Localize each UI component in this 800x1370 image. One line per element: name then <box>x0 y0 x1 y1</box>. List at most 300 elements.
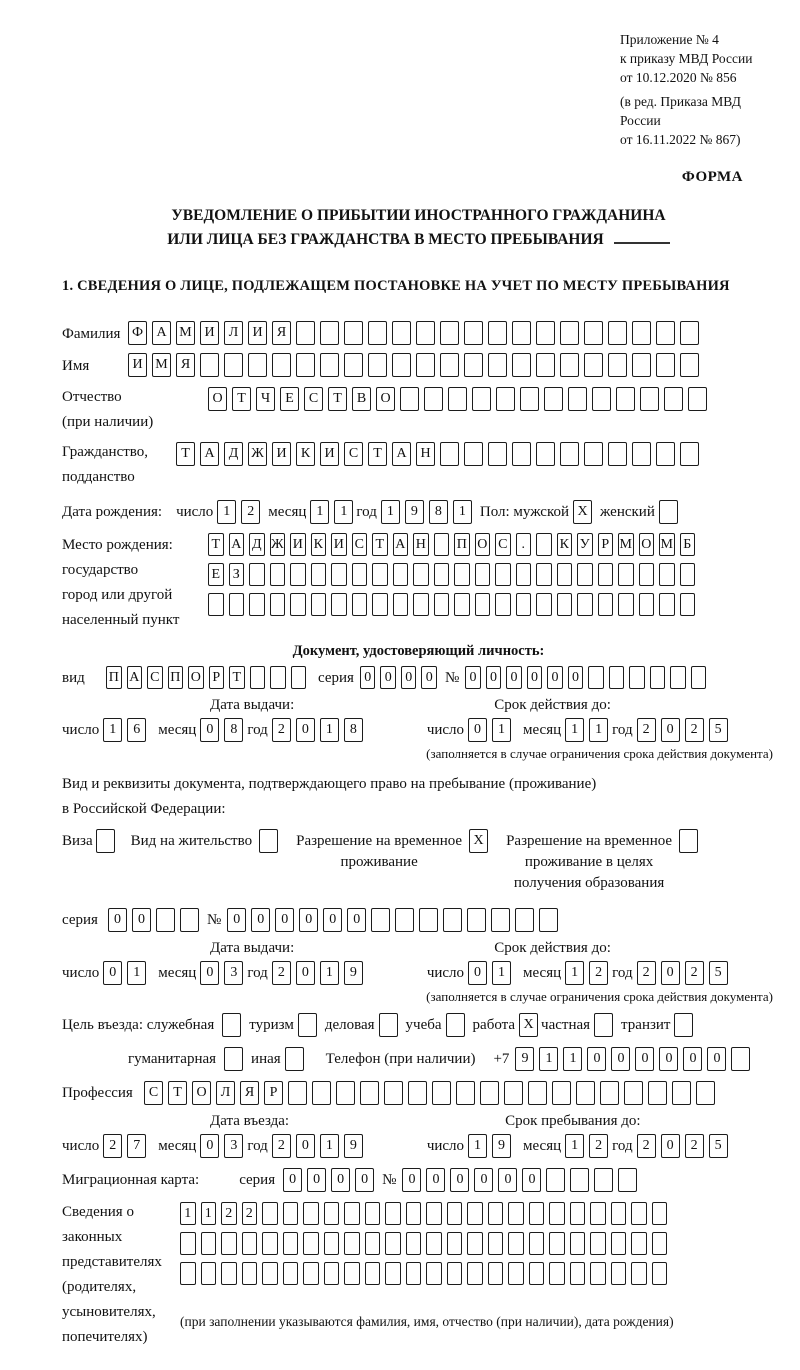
legal-reps-row1-input[interactable] <box>180 1202 674 1225</box>
char-box[interactable]: К <box>296 442 315 466</box>
char-box[interactable]: 0 <box>568 666 584 689</box>
char-box[interactable]: 9 <box>405 500 424 524</box>
char-box[interactable] <box>467 1202 483 1225</box>
char-box[interactable]: 2 <box>685 718 704 742</box>
char-box[interactable] <box>283 1202 299 1225</box>
char-box[interactable] <box>371 908 390 932</box>
entry-month-input[interactable] <box>200 1134 243 1158</box>
char-box[interactable] <box>674 1013 693 1037</box>
char-box[interactable] <box>259 829 278 853</box>
purpose-other-checkbox[interactable] <box>285 1047 304 1071</box>
char-box[interactable]: И <box>320 442 339 466</box>
char-box[interactable] <box>536 321 555 345</box>
doc-type-input[interactable] <box>106 666 306 689</box>
char-box[interactable] <box>608 321 627 345</box>
char-box[interactable] <box>536 442 555 466</box>
char-box[interactable]: 1 <box>381 500 400 524</box>
char-box[interactable]: 0 <box>498 1168 517 1192</box>
char-box[interactable]: Т <box>232 387 251 411</box>
char-box[interactable] <box>557 593 573 616</box>
char-box[interactable] <box>488 1202 504 1225</box>
char-box[interactable] <box>516 593 532 616</box>
char-box[interactable] <box>270 563 286 586</box>
char-box[interactable] <box>250 666 266 689</box>
char-box[interactable] <box>488 1232 504 1255</box>
surname-input[interactable] <box>128 321 699 345</box>
char-box[interactable] <box>454 593 470 616</box>
doc-valid-year-input[interactable] <box>637 718 728 742</box>
char-box[interactable] <box>156 908 175 932</box>
doc-valid-month-input[interactable] <box>565 718 608 742</box>
char-box[interactable] <box>496 387 515 411</box>
char-box[interactable] <box>283 1232 299 1255</box>
char-box[interactable]: М <box>618 533 634 556</box>
char-box[interactable] <box>229 593 245 616</box>
char-box[interactable]: Ч <box>256 387 275 411</box>
char-box[interactable]: 1 <box>310 500 329 524</box>
char-box[interactable]: Л <box>224 321 243 345</box>
char-box[interactable] <box>320 353 339 377</box>
char-box[interactable]: А <box>229 533 245 556</box>
char-box[interactable] <box>467 908 486 932</box>
char-box[interactable] <box>443 908 462 932</box>
char-box[interactable] <box>618 593 634 616</box>
char-box[interactable]: Р <box>264 1081 283 1105</box>
char-box[interactable] <box>594 1013 613 1037</box>
char-box[interactable]: С <box>352 533 368 556</box>
char-box[interactable]: Т <box>168 1081 187 1105</box>
char-box[interactable] <box>488 442 507 466</box>
char-box[interactable] <box>659 563 675 586</box>
char-box[interactable] <box>385 1262 401 1285</box>
visa-checkbox[interactable] <box>96 829 115 853</box>
char-box[interactable] <box>691 666 707 689</box>
char-box[interactable]: 0 <box>307 1168 326 1192</box>
char-box[interactable] <box>652 1232 668 1255</box>
sex-female-checkbox[interactable] <box>659 500 678 524</box>
char-box[interactable] <box>472 387 491 411</box>
char-box[interactable] <box>504 1081 523 1105</box>
char-box[interactable]: 0 <box>547 666 563 689</box>
char-box[interactable]: 2 <box>685 961 704 985</box>
char-box[interactable]: 9 <box>344 961 363 985</box>
char-box[interactable]: 0 <box>355 1168 374 1192</box>
birth-day-input[interactable] <box>217 500 260 524</box>
char-box[interactable] <box>360 1081 379 1105</box>
char-box[interactable]: 1 <box>217 500 236 524</box>
char-box[interactable]: 9 <box>515 1047 534 1071</box>
char-box[interactable] <box>288 1081 307 1105</box>
mc-series-input[interactable] <box>283 1168 374 1192</box>
birth-place-row1-input[interactable] <box>208 533 695 556</box>
permit-valid-year-input[interactable] <box>637 961 728 985</box>
char-box[interactable] <box>221 1232 237 1255</box>
char-box[interactable] <box>242 1262 258 1285</box>
char-box[interactable]: 0 <box>251 908 270 932</box>
purpose-official-checkbox[interactable] <box>222 1013 241 1037</box>
char-box[interactable]: 1 <box>565 961 584 985</box>
given-name-input[interactable] <box>128 353 699 377</box>
char-box[interactable] <box>454 563 470 586</box>
char-box[interactable]: 0 <box>296 961 315 985</box>
char-box[interactable]: З <box>229 563 245 586</box>
char-box[interactable] <box>616 387 635 411</box>
profession-input[interactable] <box>144 1081 715 1105</box>
char-box[interactable]: П <box>106 666 122 689</box>
doc-valid-day-input[interactable] <box>468 718 511 742</box>
char-box[interactable] <box>688 387 707 411</box>
char-box[interactable] <box>592 387 611 411</box>
char-box[interactable]: 2 <box>272 718 291 742</box>
char-box[interactable] <box>512 321 531 345</box>
char-box[interactable]: 1 <box>589 718 608 742</box>
char-box[interactable] <box>546 1168 565 1192</box>
purpose-private-checkbox[interactable] <box>594 1013 613 1037</box>
char-box[interactable] <box>549 1232 565 1255</box>
char-box[interactable] <box>608 442 627 466</box>
char-box[interactable] <box>656 442 675 466</box>
char-box[interactable]: А <box>392 442 411 466</box>
char-box[interactable] <box>447 1202 463 1225</box>
permit-number-input[interactable] <box>227 908 558 932</box>
char-box[interactable]: 0 <box>380 666 396 689</box>
char-box[interactable]: О <box>475 533 491 556</box>
char-box[interactable] <box>631 1262 647 1285</box>
char-box[interactable] <box>406 1262 422 1285</box>
char-box[interactable] <box>424 387 443 411</box>
permit-valid-month-input[interactable] <box>565 961 608 985</box>
char-box[interactable]: 0 <box>200 961 219 985</box>
char-box[interactable] <box>249 563 265 586</box>
char-box[interactable] <box>379 1013 398 1037</box>
char-box[interactable]: 2 <box>637 1134 656 1158</box>
char-box[interactable] <box>344 321 363 345</box>
char-box[interactable]: Ж <box>248 442 267 466</box>
char-box[interactable] <box>200 353 219 377</box>
birth-place-row2-input[interactable] <box>208 563 695 586</box>
char-box[interactable] <box>590 1232 606 1255</box>
char-box[interactable] <box>180 908 199 932</box>
char-box[interactable]: 0 <box>468 718 487 742</box>
char-box[interactable]: Т <box>229 666 245 689</box>
char-box[interactable] <box>544 387 563 411</box>
char-box[interactable] <box>600 1081 619 1105</box>
char-box[interactable] <box>242 1232 258 1255</box>
char-box[interactable] <box>475 593 491 616</box>
char-box[interactable]: 1 <box>103 718 122 742</box>
char-box[interactable] <box>426 1202 442 1225</box>
char-box[interactable]: И <box>290 533 306 556</box>
char-box[interactable]: А <box>152 321 171 345</box>
char-box[interactable] <box>303 1202 319 1225</box>
char-box[interactable] <box>365 1232 381 1255</box>
char-box[interactable] <box>568 387 587 411</box>
sex-male-checkbox[interactable] <box>573 500 592 524</box>
char-box[interactable]: 5 <box>709 961 728 985</box>
stay-month-input[interactable] <box>565 1134 608 1158</box>
char-box[interactable] <box>731 1047 750 1071</box>
char-box[interactable] <box>557 563 573 586</box>
char-box[interactable]: 2 <box>272 1134 291 1158</box>
char-box[interactable]: С <box>495 533 511 556</box>
char-box[interactable] <box>303 1232 319 1255</box>
char-box[interactable] <box>180 1262 196 1285</box>
char-box[interactable] <box>536 353 555 377</box>
char-box[interactable]: 0 <box>421 666 437 689</box>
char-box[interactable] <box>512 442 531 466</box>
char-box[interactable] <box>336 1081 355 1105</box>
char-box[interactable] <box>508 1262 524 1285</box>
char-box[interactable] <box>652 1202 668 1225</box>
char-box[interactable] <box>201 1262 217 1285</box>
char-box[interactable] <box>311 563 327 586</box>
char-box[interactable] <box>331 563 347 586</box>
char-box[interactable] <box>618 1168 637 1192</box>
char-box[interactable]: 8 <box>429 500 448 524</box>
char-box[interactable] <box>648 1081 667 1105</box>
char-box[interactable]: М <box>659 533 675 556</box>
char-box[interactable]: С <box>344 442 363 466</box>
char-box[interactable] <box>331 593 347 616</box>
char-box[interactable]: 1 <box>334 500 353 524</box>
char-box[interactable] <box>639 563 655 586</box>
char-box[interactable] <box>515 908 534 932</box>
char-box[interactable] <box>560 442 579 466</box>
char-box[interactable] <box>598 593 614 616</box>
char-box[interactable] <box>577 563 593 586</box>
char-box[interactable] <box>590 1202 606 1225</box>
char-box[interactable]: Я <box>240 1081 259 1105</box>
char-box[interactable]: 0 <box>707 1047 726 1071</box>
char-box[interactable] <box>456 1081 475 1105</box>
char-box[interactable]: 2 <box>221 1202 237 1225</box>
char-box[interactable]: 1 <box>201 1202 217 1225</box>
char-box[interactable] <box>249 593 265 616</box>
char-box[interactable] <box>201 1232 217 1255</box>
char-box[interactable] <box>508 1232 524 1255</box>
char-box[interactable]: Я <box>176 353 195 377</box>
char-box[interactable] <box>416 321 435 345</box>
char-box[interactable] <box>434 533 450 556</box>
entry-year-input[interactable] <box>272 1134 363 1158</box>
char-box[interactable] <box>96 829 115 853</box>
char-box[interactable]: Д <box>249 533 265 556</box>
char-box[interactable]: 0 <box>227 908 246 932</box>
char-box[interactable] <box>516 563 532 586</box>
char-box[interactable]: М <box>176 321 195 345</box>
char-box[interactable] <box>529 1262 545 1285</box>
char-box[interactable]: 0 <box>200 718 219 742</box>
char-box[interactable] <box>393 563 409 586</box>
char-box[interactable] <box>680 563 696 586</box>
char-box[interactable] <box>491 908 510 932</box>
char-box[interactable]: 0 <box>402 1168 421 1192</box>
patronymic-input[interactable] <box>208 387 707 411</box>
char-box[interactable]: 0 <box>683 1047 702 1071</box>
char-box[interactable]: А <box>200 442 219 466</box>
char-box[interactable] <box>631 1232 647 1255</box>
birth-place-row3-input[interactable] <box>208 593 695 616</box>
char-box[interactable] <box>324 1232 340 1255</box>
purpose-tourism-checkbox[interactable] <box>298 1013 317 1037</box>
char-box[interactable]: 1 <box>320 718 339 742</box>
char-box[interactable] <box>344 1262 360 1285</box>
char-box[interactable] <box>296 321 315 345</box>
char-box[interactable]: 0 <box>132 908 151 932</box>
char-box[interactable] <box>650 666 666 689</box>
char-box[interactable]: 0 <box>661 961 680 985</box>
char-box[interactable] <box>416 353 435 377</box>
char-box[interactable] <box>672 1081 691 1105</box>
char-box[interactable] <box>393 593 409 616</box>
char-box[interactable]: 0 <box>465 666 481 689</box>
char-box[interactable]: 1 <box>320 961 339 985</box>
char-box[interactable] <box>413 593 429 616</box>
char-box[interactable]: 0 <box>323 908 342 932</box>
char-box[interactable] <box>611 1202 627 1225</box>
char-box[interactable] <box>248 353 267 377</box>
char-box[interactable]: 1 <box>539 1047 558 1071</box>
purpose-study-checkbox[interactable] <box>446 1013 465 1037</box>
char-box[interactable] <box>406 1202 422 1225</box>
char-box[interactable]: 2 <box>103 1134 122 1158</box>
char-box[interactable] <box>448 387 467 411</box>
char-box[interactable] <box>549 1262 565 1285</box>
char-box[interactable]: Т <box>176 442 195 466</box>
char-box[interactable] <box>529 1202 545 1225</box>
char-box[interactable] <box>447 1232 463 1255</box>
char-box[interactable] <box>385 1232 401 1255</box>
char-box[interactable]: 9 <box>344 1134 363 1158</box>
char-box[interactable] <box>400 387 419 411</box>
char-box[interactable]: 7 <box>127 1134 146 1158</box>
char-box[interactable]: 3 <box>224 1134 243 1158</box>
char-box[interactable] <box>303 1262 319 1285</box>
char-box[interactable]: 1 <box>492 718 511 742</box>
char-box[interactable] <box>344 1202 360 1225</box>
char-box[interactable]: Б <box>680 533 696 556</box>
char-box[interactable]: 3 <box>224 961 243 985</box>
char-box[interactable]: П <box>454 533 470 556</box>
char-box[interactable] <box>352 563 368 586</box>
char-box[interactable] <box>392 353 411 377</box>
char-box[interactable] <box>311 593 327 616</box>
char-box[interactable] <box>262 1202 278 1225</box>
char-box[interactable]: 0 <box>283 1168 302 1192</box>
char-box[interactable] <box>222 1013 241 1037</box>
char-box[interactable] <box>298 1013 317 1037</box>
char-box[interactable]: 0 <box>468 961 487 985</box>
char-box[interactable] <box>670 666 686 689</box>
birth-year-input[interactable] <box>381 500 472 524</box>
char-box[interactable]: С <box>304 387 323 411</box>
char-box[interactable] <box>652 1262 668 1285</box>
char-box[interactable]: 0 <box>635 1047 654 1071</box>
char-box[interactable]: Ж <box>270 533 286 556</box>
char-box[interactable] <box>285 1047 304 1071</box>
char-box[interactable]: С <box>144 1081 163 1105</box>
char-box[interactable] <box>434 593 450 616</box>
char-box[interactable]: М <box>152 353 171 377</box>
char-box[interactable]: А <box>127 666 143 689</box>
char-box[interactable] <box>372 563 388 586</box>
char-box[interactable]: П <box>168 666 184 689</box>
char-box[interactable]: 0 <box>296 718 315 742</box>
doc-issue-day-input[interactable] <box>103 718 146 742</box>
char-box[interactable] <box>680 321 699 345</box>
char-box[interactable] <box>180 1232 196 1255</box>
char-box[interactable] <box>539 908 558 932</box>
char-box[interactable] <box>632 353 651 377</box>
temp-residence-checkbox[interactable] <box>469 829 488 853</box>
char-box[interactable] <box>680 353 699 377</box>
char-box[interactable]: 9 <box>492 1134 511 1158</box>
char-box[interactable] <box>488 1262 504 1285</box>
char-box[interactable] <box>221 1262 237 1285</box>
char-box[interactable]: 5 <box>709 1134 728 1158</box>
char-box[interactable] <box>656 353 675 377</box>
char-box[interactable]: 2 <box>589 961 608 985</box>
char-box[interactable]: Е <box>208 563 224 586</box>
residence-permit-checkbox[interactable] <box>259 829 278 853</box>
char-box[interactable] <box>696 1081 715 1105</box>
char-box[interactable] <box>512 353 531 377</box>
char-box[interactable]: 1 <box>468 1134 487 1158</box>
char-box[interactable] <box>611 1232 627 1255</box>
char-box[interactable] <box>395 908 414 932</box>
char-box[interactable]: 2 <box>637 718 656 742</box>
char-box[interactable] <box>598 563 614 586</box>
char-box[interactable] <box>372 593 388 616</box>
char-box[interactable] <box>312 1081 331 1105</box>
char-box[interactable]: Р <box>209 666 225 689</box>
mc-number-input[interactable] <box>402 1168 637 1192</box>
char-box[interactable]: К <box>311 533 327 556</box>
char-box[interactable]: X <box>573 500 592 524</box>
char-box[interactable]: 0 <box>611 1047 630 1071</box>
char-box[interactable]: 8 <box>344 718 363 742</box>
char-box[interactable] <box>609 666 625 689</box>
citizenship-input[interactable] <box>176 442 699 466</box>
char-box[interactable]: 8 <box>224 718 243 742</box>
char-box[interactable]: 2 <box>272 961 291 985</box>
char-box[interactable] <box>618 563 634 586</box>
char-box[interactable] <box>432 1081 451 1105</box>
char-box[interactable]: 0 <box>103 961 122 985</box>
char-box[interactable]: 0 <box>450 1168 469 1192</box>
char-box[interactable]: О <box>208 387 227 411</box>
char-box[interactable]: 0 <box>474 1168 493 1192</box>
char-box[interactable]: Т <box>208 533 224 556</box>
purpose-humanitarian-checkbox[interactable] <box>224 1047 243 1071</box>
char-box[interactable]: 0 <box>275 908 294 932</box>
char-box[interactable] <box>570 1262 586 1285</box>
char-box[interactable] <box>584 353 603 377</box>
char-box[interactable]: 1 <box>565 718 584 742</box>
char-box[interactable]: 0 <box>661 718 680 742</box>
char-box[interactable]: 0 <box>296 1134 315 1158</box>
char-box[interactable] <box>488 321 507 345</box>
char-box[interactable] <box>290 593 306 616</box>
char-box[interactable] <box>384 1081 403 1105</box>
char-box[interactable] <box>629 666 645 689</box>
char-box[interactable]: И <box>200 321 219 345</box>
permit-valid-day-input[interactable] <box>468 961 511 985</box>
char-box[interactable]: С <box>147 666 163 689</box>
char-box[interactable]: 1 <box>180 1202 196 1225</box>
char-box[interactable]: 0 <box>506 666 522 689</box>
char-box[interactable]: К <box>557 533 573 556</box>
